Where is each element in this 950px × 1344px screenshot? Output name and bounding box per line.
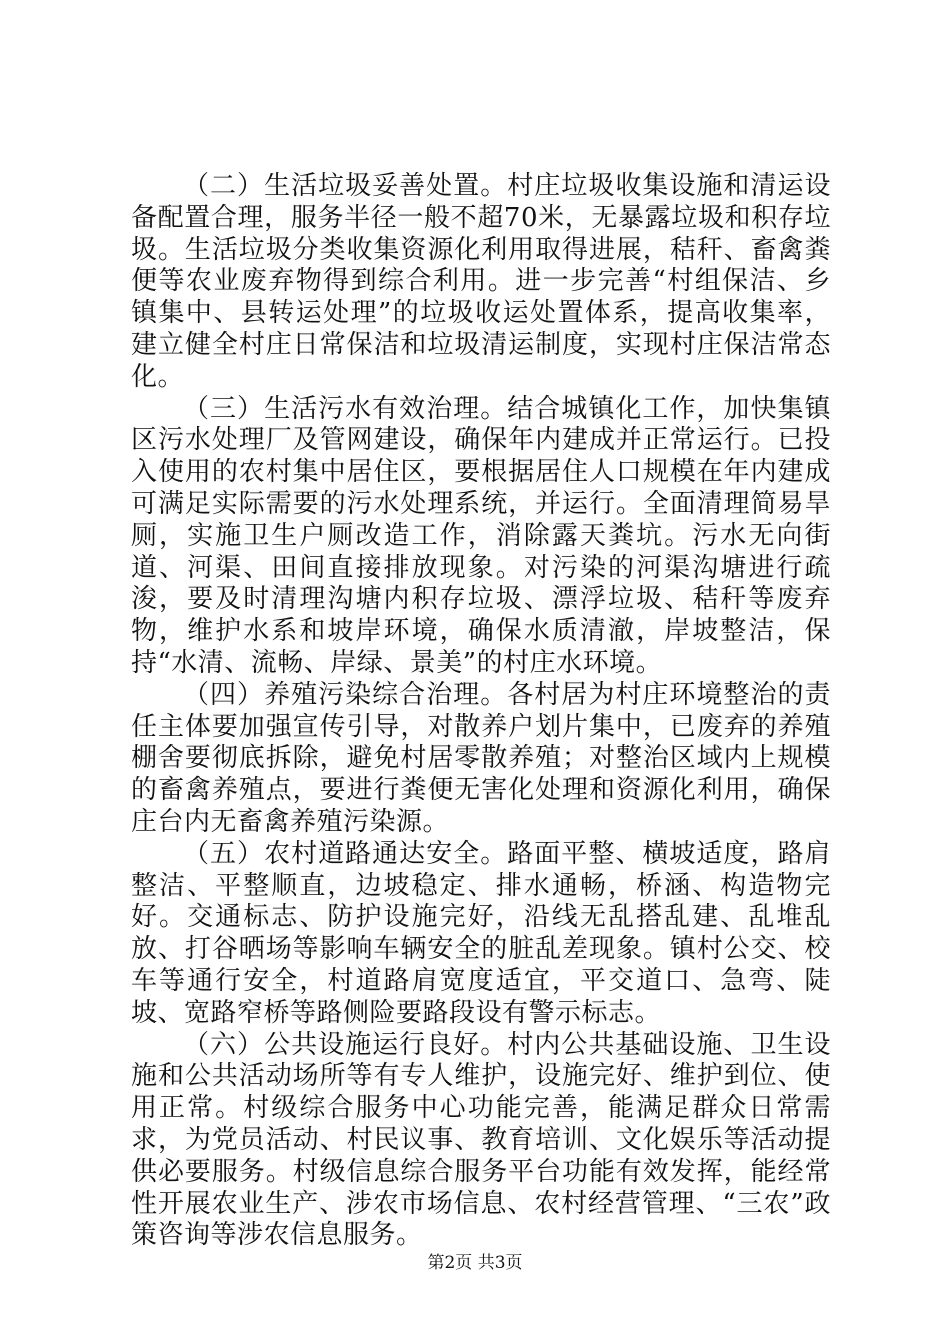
paragraph-garbage-disposal: （二）生活垃圾妥善处置。村庄垃圾收集设施和清运设备配置合理，服务半径一般不超70米，无暴露垃圾和积存垃圾。生活垃圾分类收集资源化利用取得进展，秸秆、畜禽粪便等农业废弃物得到综合利用。进一步完善“村组保洁、乡镇集中、县转运处理”的垃圾收运处置体系，提高收集率，建立健全村庄日常保洁和垃圾清运制度，实现村庄保洁常态化。: [131, 171, 831, 392]
paragraph-rural-roads: （五）农村道路通达安全。路面平整、横坡适度，路肩整洁、平整顺直，边坡稳定、排水通畅，桥涵、构造物完好。交通标志、防护设施完好，沿线无乱搭乱建、乱堆乱放、打谷晒场等影响车辆安全的脏乱差现象。镇村公交、校车等通行安全，村道路肩宽度适宜，平交道口、急弯、陡坡、宽路窄桥等路侧险要路段设有警示标志。: [131, 838, 831, 1028]
paragraph-livestock-pollution: （四）养殖污染综合治理。各村居为村庄环境整治的责任主体要加强宣传引导，对散养户划片集中，已废弃的养殖棚舍要彻底拆除，避免村居零散养殖；对整治区域内上规模的畜禽养殖点，要进行粪便无害化处理和资源化利用，确保庄台内无畜禽养殖污染源。: [131, 679, 831, 837]
paragraph-sewage-treatment: （三）生活污水有效治理。结合城镇化工作，加快集镇区污水处理厂及管网建设，确保年内建成并正常运行。已投入使用的农村集中居住区，要根据居住人口规模在年内建成可满足实际需要的污水处理系统，并运行。全面清理简易旱厕，实施卫生户厕改造工作，消除露天粪坑。污水无向街道、河渠、田间直接排放现象。对污染的河渠沟塘进行疏浚，要及时清理沟塘内积存垃圾、漂浮垃圾、秸秆等废弃物，维护水系和坡岸环境，确保水质清澈，岸坡整洁，保持“水清、流畅、岸绿、景美”的村庄水环境。: [131, 393, 831, 678]
document-body: [131, 171, 831, 1252]
page-footer: 第2页 共3页: [427, 1253, 523, 1273]
paragraph-public-facilities: （六）公共设施运行良好。村内公共基础设施、卫生设施和公共活动场所等有专人维护，设施完好、维护到位、使用正常。村级综合服务中心功能完善，能满足群众日常需求，为党员活动、村民议事、教育培训、文化娱乐等活动提供必要服务。村级信息综合服务平台功能有效发挥，能经常性开展农业生产、涉农市场信息、农村经营管理、“三农”政策咨询等涉农信息服务。: [131, 1029, 831, 1251]
